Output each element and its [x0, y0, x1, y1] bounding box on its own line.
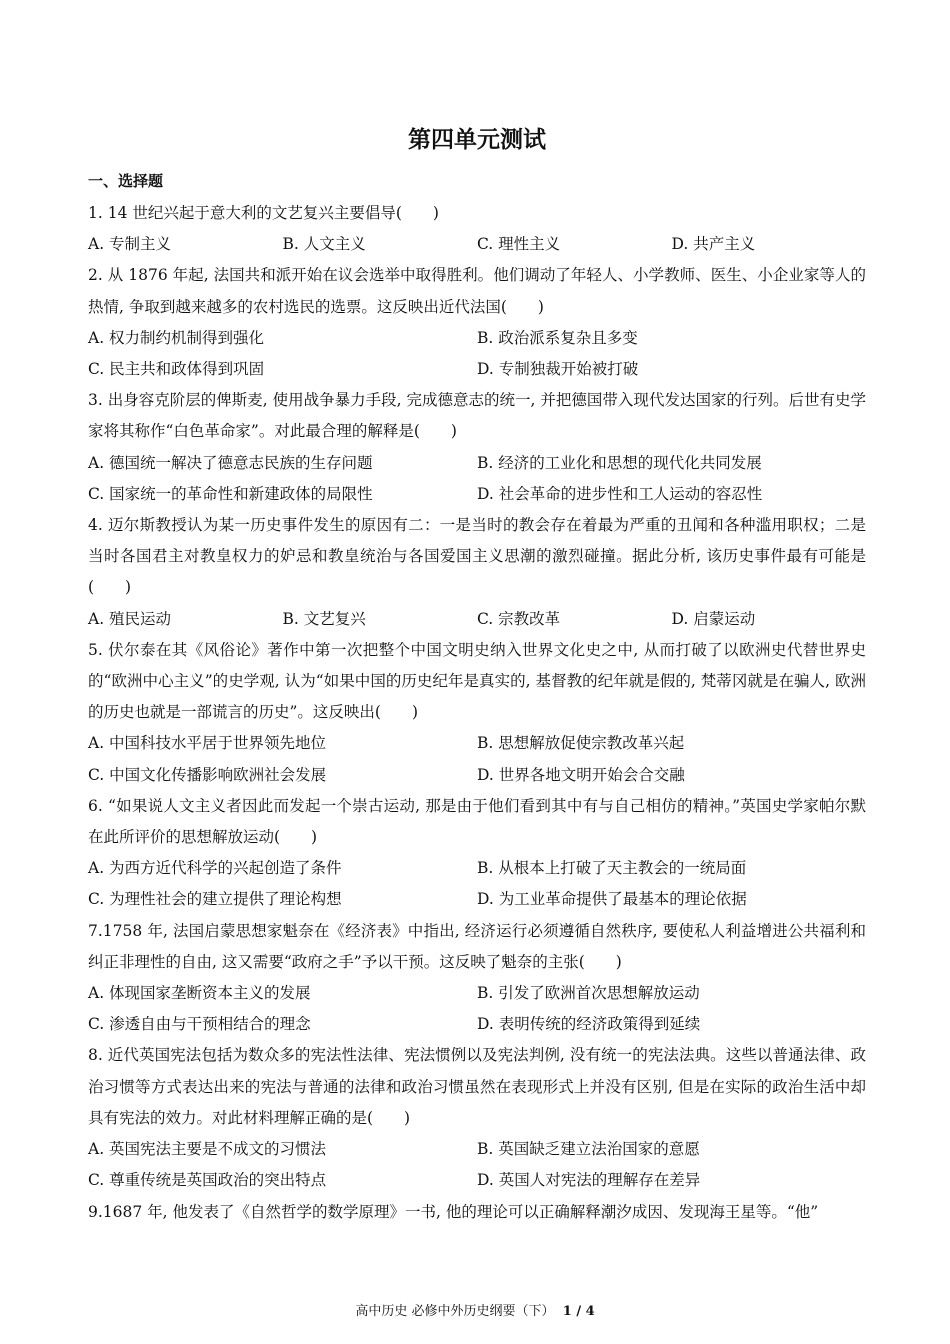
- page-footer: [0, 1302, 950, 1322]
- option-d: D. 社会革命的进步性和工人运动的容忍性: [477, 484, 763, 503]
- question-stem: 9.1687 年, 他发表了《自然哲学的数学原理》一书, 他的理论可以正确解释潮汐成因、发现海王星等。“他”: [88, 1202, 819, 1221]
- question-stem: 2. 从 1876 年起, 法国共和派开始在议会选举中取得胜利。他们调动了年轻人、小学教师、医生、小企业家等人的热情, 争取到越来越多的农村选民的选票。这反映出近代法国( ): [88, 266, 866, 316]
- question-stem: 5. 伏尔泰在其《风俗论》著作中第一次把整个中国文明史纳入世界文化史之中, 从而打破了以欧洲史代替世界史的“欧洲中心主义”的史学观, 认为“如果中国的历史纪年是真实的, 基督教的纪年就是假的, 梵蒂冈就是在骗人, 欧洲的历史也就是一部谎言的历史”。这反映出( ): [88, 640, 866, 722]
- option-list: [88, 229, 866, 260]
- option-b: B. 经济的工业化和思想的现代化共同发展: [477, 453, 762, 472]
- option-list: [88, 978, 866, 1040]
- question-8: [88, 1040, 866, 1196]
- question-5: [88, 635, 866, 791]
- question-3: [88, 385, 866, 510]
- option-d: D. 表明传统的经济政策得到延续: [477, 1015, 701, 1034]
- question-stem: 8. 近代英国宪法包括为数众多的宪法性法律、宪法惯例以及宪法判例, 没有统一的宪法法典。这些以普通法律、政治习惯等方式表达出来的宪法与普通的法律和政治习惯虽然在表现形式上并没有区别, 但是在实际的政治生活中却具有宪法的效力。对此材料理解正确的是( ): [88, 1046, 866, 1127]
- option-d: D. 启蒙运动: [671, 609, 756, 628]
- option-b: B. 政治派系复杂且多变: [477, 328, 638, 347]
- question-stem: 1. 14 世纪兴起于意大利的文艺复兴主要倡导( ): [88, 204, 439, 222]
- option-a: A. 专制主义: [88, 235, 172, 254]
- option-c: C. 宗教改革: [477, 609, 561, 628]
- option-list: [88, 853, 866, 915]
- question-stem: 6. “如果说人文主义者因此而发起一个崇古运动, 那是由于他们看到其中有与自己相仿的精神。”英国史学家帕尔默在此所评价的思想解放运动( ): [88, 796, 866, 847]
- question-7: [88, 916, 866, 1041]
- option-b: B. 思想解放促使宗教改革兴起: [477, 734, 685, 753]
- question-6: [88, 791, 866, 916]
- option-d: D. 世界各地文明开始会合交融: [477, 765, 685, 784]
- option-a: A. 德国统一解决了德意志民族的生存问题: [88, 453, 373, 472]
- question-stem: 4. 迈尔斯教授认为某一历史事件发生的原因有二：一是当时的教会存在着最为严重的丑闻和各种滥用职权；二是当时各国君主对教皇权力的妒忌和教皇统治与各国爱国主义思潮的激烈碰撞。据此分析, 该历史事件最有可能是( ): [88, 516, 866, 597]
- question-stem: 7.1758 年, 法国启蒙思想家魁奈在《经济表》中指出, 经济运行必须遵循自然秩序, 要使私人利益增进公共福利和纠正非理性的自由, 这又需要“政府之手”予以干预。这反映了魁奈的主张( ): [88, 921, 866, 971]
- section-heading: 一、选择题: [88, 172, 164, 190]
- option-b: B. 英国缺乏建立法治国家的意愿: [477, 1140, 700, 1159]
- option-list: [88, 604, 866, 635]
- option-c: C. 民主共和政体得到巩固: [88, 360, 265, 379]
- option-c: C. 渗透自由与干预相结合的理念: [88, 1015, 311, 1034]
- option-a: A. 为西方近代科学的兴起创造了条件: [88, 859, 342, 878]
- footer-course-label: 高中历史 必修中外历史纲要（下）: [355, 1304, 555, 1319]
- option-d: D. 为工业革命提供了最基本的理论依据: [477, 890, 747, 909]
- option-b: B. 引发了欧洲首次思想解放运动: [477, 984, 700, 1003]
- question-list: [88, 198, 866, 1228]
- option-list: [88, 728, 866, 790]
- option-a: A. 权力制约机制得到强化: [88, 328, 265, 347]
- option-c: C. 理性主义: [477, 235, 561, 254]
- page-number: 1 / 4: [562, 1304, 595, 1319]
- option-d: D. 英国人对宪法的理解存在差异: [477, 1171, 701, 1190]
- option-d: D. 专制独裁开始被打破: [477, 360, 639, 379]
- question-2: [88, 260, 866, 385]
- option-a: A. 体现国家垄断资本主义的发展: [88, 984, 311, 1003]
- question-1: [88, 198, 866, 260]
- option-a: A. 英国宪法主要是不成文的习惯法: [88, 1140, 327, 1159]
- question-stem: 3. 出身容克阶层的俾斯麦, 使用战争暴力手段, 完成德意志的统一, 并把德国带入现代发达国家的行列。后世有史学家将其称作“白色革命家”。对此最合理的解释是( ): [88, 391, 866, 441]
- option-b: B. 从根本上打破了天主教会的一统局面: [477, 859, 747, 878]
- question-9: [88, 1197, 866, 1228]
- option-list: [88, 323, 866, 385]
- option-b: B. 文艺复兴: [282, 609, 366, 628]
- option-c: C. 为理性社会的建立提供了理论构想: [88, 890, 342, 909]
- option-a: A. 中国科技水平居于世界领先地位: [88, 734, 327, 753]
- question-4: [88, 510, 866, 635]
- option-list: [88, 1134, 866, 1196]
- option-a: A. 殖民运动: [88, 609, 172, 628]
- option-c: C. 尊重传统是英国政治的突出特点: [88, 1171, 327, 1190]
- option-c: C. 中国文化传播影响欧洲社会发展: [88, 765, 327, 784]
- option-b: B. 人文主义: [282, 235, 366, 254]
- page-title: 第四单元测试: [408, 127, 546, 153]
- option-d: D. 共产主义: [671, 235, 756, 254]
- option-list: [88, 448, 866, 510]
- option-c: C. 国家统一的革命性和新建政体的局限性: [88, 484, 373, 503]
